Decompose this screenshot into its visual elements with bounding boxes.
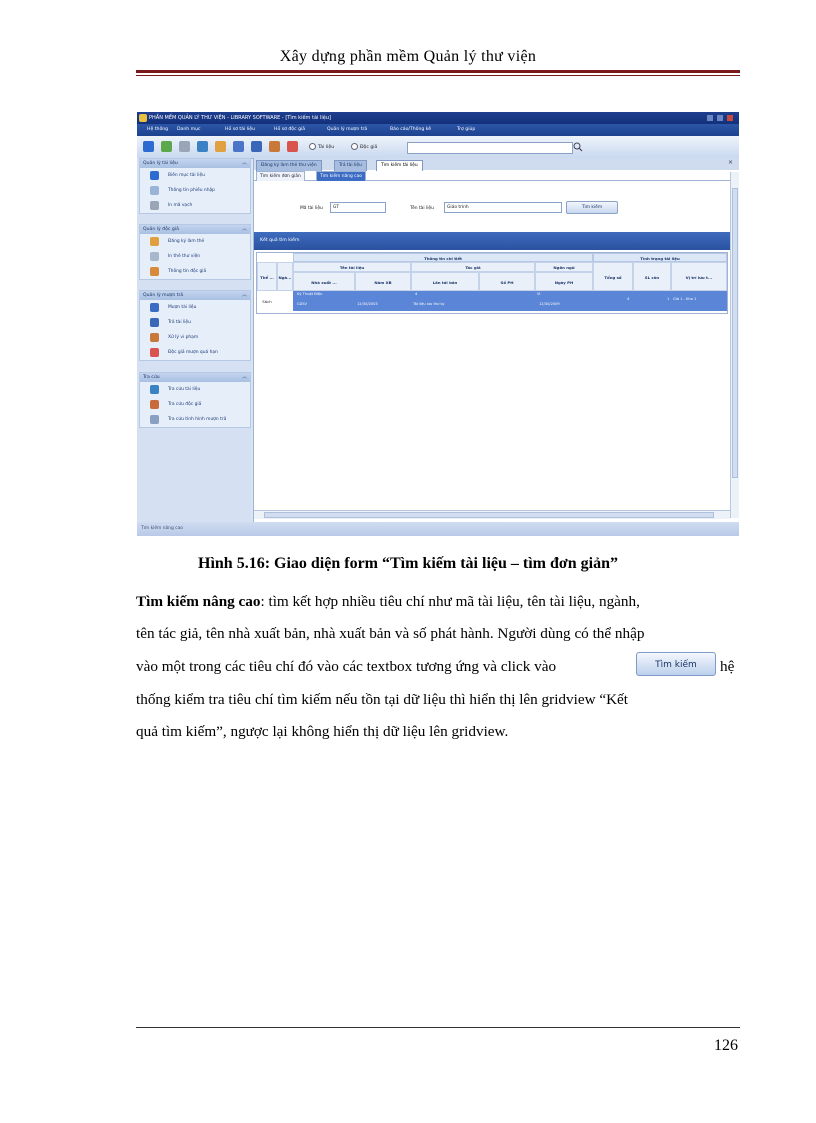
ma-tai-lieu-label: Mã tài liệu [300,206,323,211]
row-ten-tai-lieu: Kỹ Thuật Điện [297,292,323,296]
minimize-icon[interactable] [707,115,713,121]
ma-tai-lieu-input[interactable]: GT [330,202,386,213]
sidebar-group-tra-cuu [139,372,251,428]
reader-icon [150,267,159,276]
search-button[interactable]: Tìm kiếm [566,201,618,214]
result-grid[interactable] [256,252,728,314]
col-ngay-ph[interactable]: Ngày PH [535,272,593,291]
chevron-up-icon[interactable]: ︽ [241,374,247,380]
sidebar-item-tra[interactable] [140,315,250,330]
menu-ho-so-doc-gia[interactable]: Hồ sơ độc giả [274,127,306,132]
chevron-up-icon[interactable]: ︽ [241,226,247,232]
col-tong-so[interactable]: Tổng số [593,262,633,291]
sidebar-item-label: Tra cứu tài liệu [168,387,201,392]
subtab-nang-cao[interactable]: Tìm kiếm nâng cao [316,171,366,181]
sidebar-item-label: Mượn tài liệu [168,305,197,310]
sidebar-item-qua-han[interactable] [140,345,250,360]
sidebar-item-thong-tin-doc-gia[interactable] [140,264,250,279]
row-ngon-ngu: Vi [537,292,541,296]
sidebar-item-label: Biên mục tài liệu [168,173,205,178]
scroll-thumb[interactable] [732,188,738,478]
group-title-text: Quản lý độc giả [143,227,179,232]
card-icon[interactable] [197,141,208,152]
register-icon [150,237,159,246]
row-nam-xb: 12/30/2003 [357,302,378,306]
col-nha-xuat-ban[interactable]: Nhà xuất ... [293,272,355,291]
sub-ngon-ngu: Ngôn ngữ [535,262,593,272]
tab-tim-kiem[interactable]: Tìm kiếm tài liệu [376,160,423,171]
return-icon [150,318,159,327]
app-status-bar: Tìm kiếm nâng cao [137,522,739,536]
menu-danh-muc[interactable]: Danh mục [177,127,201,132]
search-mode-tabs [254,170,739,181]
radio-doc-gia[interactable] [351,143,377,150]
paragraph-line-1 [136,591,740,612]
ten-tai-lieu-input[interactable]: Giáo trình [444,202,562,213]
scroll-thumb[interactable] [264,512,714,518]
menu-ho-so-tai-lieu[interactable]: Hồ sơ tài liệu [225,127,256,132]
sidebar-item-bien-muc[interactable] [140,168,250,183]
violation-icon[interactable] [269,141,280,152]
import-icon[interactable] [161,141,172,152]
borrow-icon[interactable] [233,141,244,152]
group-title-text: Quản lý mượn trả [143,293,184,298]
row-tong-so: 4 [627,297,630,301]
close-tab-icon[interactable]: × [728,159,734,166]
header-rule-thick [136,70,740,73]
menu-tro-giup[interactable]: Trợ giúp [457,127,476,132]
row-nha-xuat-ban: CDSV [297,302,308,306]
sidebar-item-label: Đăng ký làm thẻ [168,239,205,244]
tab-dang-ky-the[interactable]: Đăng ký làm thẻ thư viện [256,160,322,171]
paragraph-line-3-end: hệ [720,658,735,675]
sidebar-item-tra-cuu-doc-gia[interactable] [140,397,250,412]
sidebar-group-title[interactable] [140,291,250,300]
sidebar-item-label: Tra cứu tình hình mượn trả [168,417,227,422]
app-logo-icon [139,114,147,122]
row-nganh: CNTT [279,297,289,301]
row-sl-con: 1 [667,297,670,301]
overdue-icon [150,348,159,357]
sidebar-item-vi-pham[interactable] [140,330,250,345]
search-reader-icon [150,400,159,409]
group-title-text: Tra cứu [143,375,160,380]
col-the-loai[interactable]: Thể ... [257,262,277,291]
app-title-bar [137,112,739,124]
app-sidebar [137,158,251,522]
return-icon[interactable] [251,141,262,152]
menu-bao-cao[interactable]: Báo cáo/Thống kê [390,127,432,132]
sidebar-item-label: Thông tin độc giả [168,269,207,274]
row-ngay-ph: 12/30/2009 [539,302,560,306]
paragraph-line-1-text: : tìm kết hợp nhiều tiêu chí như mã tài liệu, tên tài liệu, ngành, [260,593,640,610]
col-sl-con[interactable]: SL còn [633,262,671,291]
sidebar-item-tra-cuu-tai-lieu[interactable] [140,382,250,397]
catalog-icon [150,171,159,180]
row-the-loai[interactable]: Sách [262,299,272,304]
barcode-icon[interactable] [179,141,190,152]
paragraph-bold-lead: Tìm kiếm nâng cao [136,593,261,610]
paragraph-line-5: quả tìm kiếm”, ngược lại không hiển thị dữ liệu lên gridview. [136,723,509,740]
paragraph-line-2: tên tác giả, tên nhà xuất bản, nhà xuất bản và số phát hành. Người dùng có thể nhập [136,625,645,642]
vertical-scrollbar[interactable] [730,172,739,518]
row-tac-gia: 4 [415,292,418,296]
radio-tai-lieu[interactable] [309,143,334,150]
import-icon [150,186,159,195]
app-toolbar [137,136,739,159]
sidebar-item-label: Trả tài liệu [168,320,191,325]
barcode-icon [150,201,159,210]
tab-tra-tai-lieu[interactable]: Trả tài liệu [334,160,367,171]
footer-rule [136,1027,740,1028]
borrow-icon [150,303,159,312]
sidebar-item-in-the[interactable] [140,249,250,264]
col-vi-tri[interactable]: Vị trí lưu t... [671,262,727,291]
menu-he-thong[interactable]: Hệ thống [147,127,169,132]
app-main-panel [253,158,739,522]
app-menu-bar [137,124,739,136]
document-tabs [254,158,739,170]
horizontal-scrollbar[interactable] [254,510,730,519]
sidebar-item-label: In mã vạch [168,203,193,208]
row-lan-tai-ban: Tài liệu lưu thư tự [413,302,445,306]
page-header-title: Xây dựng phần mềm Quản lý thư viện [279,48,537,65]
sub-tac-gia: Tác giả [411,262,535,272]
maximize-icon[interactable] [717,115,723,121]
figure-caption: Hình 5.16: Giao diện form “Tìm kiếm tài liệu – tìm đơn giản” [198,555,618,572]
col-nganh[interactable]: Ngà... [277,262,293,291]
sidebar-item-tra-cuu-muon-tra[interactable] [140,412,250,427]
ten-tai-lieu-label: Tên tài liệu [410,206,434,211]
paragraph-line-3: vào một trong các tiêu chí đó vào các textbox tương ứng và click vào [136,658,557,675]
radio-doc-gia-label: Độc giả [360,145,378,150]
radio-tai-lieu-label: Tài liệu [318,145,335,150]
group-title-text: Quản lý tài liệu [143,161,178,166]
sidebar-item-phieu-nhap[interactable] [140,183,250,198]
reader-icon[interactable] [215,141,226,152]
chevron-up-icon[interactable]: ︽ [241,160,247,166]
sidebar-group-tai-lieu [139,158,251,214]
sidebar-item-label: Thông tin phiếu nhập [168,188,215,193]
result-header: Kết quả tìm kiếm [254,232,739,250]
search-book-icon [150,385,159,394]
search-icon[interactable] [573,142,583,152]
library-app-screenshot [137,112,739,536]
col-nam-xb[interactable]: Năm XB [355,272,411,291]
col-lan-tai-ban[interactable]: Lần tái bản [411,272,479,291]
sidebar-item-dang-ky[interactable] [140,234,250,249]
sidebar-item-label: In thẻ thư viện [168,254,201,259]
sidebar-group-title[interactable] [140,159,250,168]
print-card-icon [150,252,159,261]
table-row[interactable] [293,291,727,311]
col-so-ph[interactable]: Số PH [479,272,535,291]
sidebar-item-muon[interactable] [140,300,250,315]
sidebar-item-in-ma-vach[interactable] [140,198,250,213]
sidebar-group-title[interactable] [140,225,250,234]
sidebar-group-doc-gia [139,224,251,280]
sidebar-group-muon-tra [139,290,251,361]
sidebar-group-title[interactable] [140,373,250,382]
menu-quan-ly-muon-tra[interactable]: Quản lý mượn trả [327,127,368,132]
close-icon[interactable] [727,115,733,121]
subtab-don-gian[interactable]: Tìm kiếm đơn giản [256,171,305,181]
toolbar-search-input[interactable] [407,142,573,154]
grid-group-tinh-trang: Tình trạng tài liệu [593,253,727,262]
page-number: 126 [714,1037,738,1054]
inline-search-button-image: Tìm kiếm [636,652,716,676]
catalog-icon[interactable] [143,141,154,152]
header-rule-thin [136,75,740,76]
report-icon [150,415,159,424]
app-window-title: PHẦN MỀM QUẢN LÝ THƯ VIỆN - LIBRARY SOFTWARE - [Tìm kiếm tài liệu] [149,115,331,121]
paragraph-line-4: thống kiểm tra tiêu chí tìm kiếm nếu tồn tại dữ liệu thì hiển thị lên gridview “Kết [136,691,629,708]
sub-ten-tai-lieu: Tên tài liệu [293,262,411,272]
violation-icon [150,333,159,342]
row-vi-tri: Giá 1 - Kho 1 [673,297,697,301]
sidebar-item-label: Xử lý vi phạm [168,335,199,340]
sidebar-item-label: Độc giả mượn quá hạn [168,350,218,355]
overdue-icon[interactable] [287,141,298,152]
grid-group-thong-tin: Thông tin chi tiết [293,253,593,262]
chevron-up-icon[interactable]: ︽ [241,292,247,298]
sidebar-item-label: Tra cứu độc giả [168,402,202,407]
